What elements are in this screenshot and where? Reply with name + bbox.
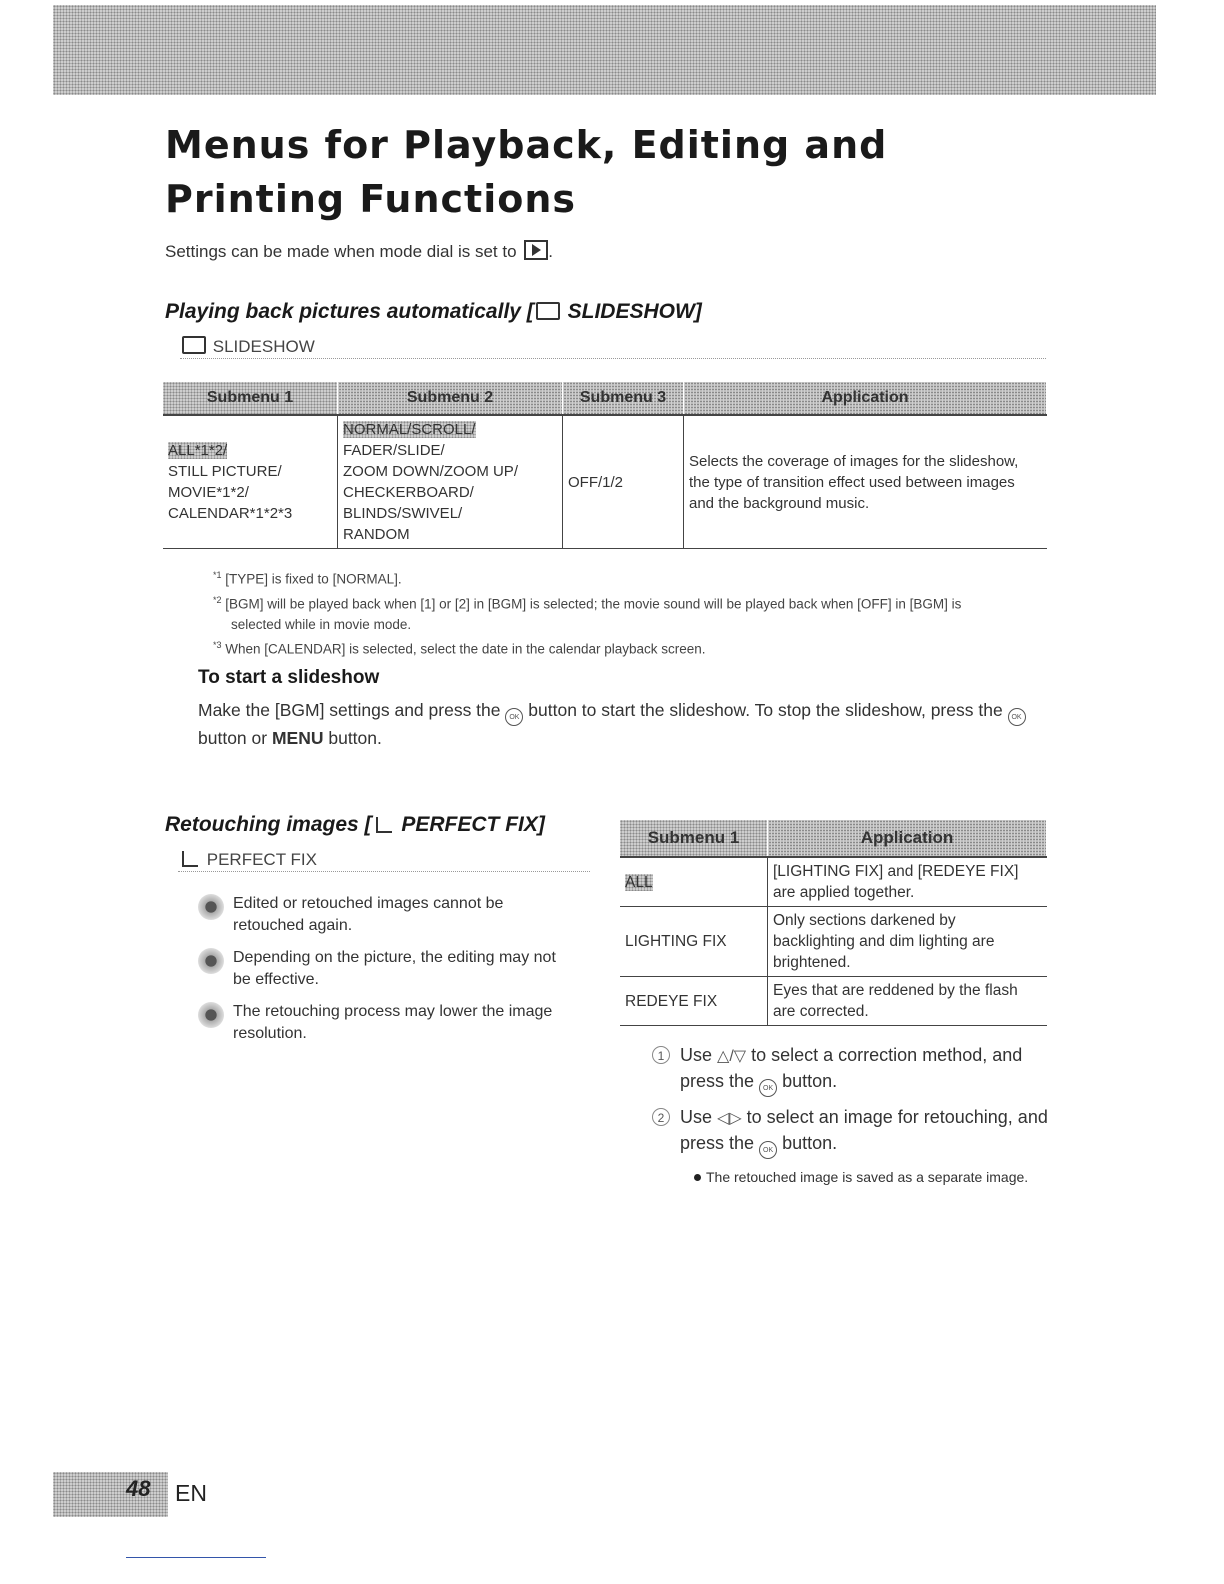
slideshow-submenu-2-cell [338, 415, 563, 549]
ok-button-icon [759, 1141, 777, 1159]
step-text: button. [782, 1133, 838, 1153]
page-title-line-1: Menus for Playback, Editing and [165, 123, 888, 167]
caution-note-text: Edited or retouched images cannot be retouched again. [233, 895, 504, 934]
slideshow-submenu-1-cell [163, 415, 338, 549]
step-text: to select an image for retouching, and press the [680, 1107, 1048, 1153]
submenu-1-option: CALENDAR*1*2*3 [168, 505, 293, 522]
start-text-part: button. [328, 728, 382, 748]
step-text: Use [680, 1045, 713, 1065]
submenu-2-option: FADER/SLIDE/ [343, 442, 445, 459]
slideshow-header-submenu-3: Submenu 3 [563, 382, 684, 415]
footnote-text: [BGM] will be played back when [1] or [2] in [BGM] is selected; the movie sound will be played back when [OFF] in [BGM] is selected while in movie mode. [225, 596, 962, 632]
submenu-1-option: ALL*1*2/ [168, 442, 228, 459]
table-row [620, 977, 1047, 1026]
footnote-mark: *1 [213, 570, 222, 580]
table-row [620, 857, 1047, 907]
perfect-fix-table [620, 820, 1047, 1026]
slideshow-icon [536, 302, 560, 320]
caution-note [198, 1001, 578, 1045]
slideshow-application-cell: Selects the coverage of images for the slideshow, the type of transition effect used between images and the background music. [684, 415, 1047, 549]
submenu-2-option: BLINDS/SWIVEL/ [343, 505, 463, 522]
table-row [620, 907, 1047, 977]
caution-icon [198, 894, 224, 920]
perfect-fix-submenu-cell [620, 857, 768, 907]
caution-note [198, 947, 578, 991]
slideshow-heading-post: SLIDESHOW] [561, 300, 702, 323]
footnote [213, 635, 1013, 660]
ok-icon-label: OK [509, 714, 520, 721]
ok-button-icon [759, 1079, 777, 1097]
footnote-mark: *3 [213, 640, 222, 650]
slideshow-menu-path-label: SLIDESHOW [212, 337, 315, 356]
slideshow-header-submenu-1: Submenu 1 [163, 382, 338, 415]
start-slideshow-heading: To start a slideshow [198, 667, 380, 688]
ok-icon-label: OK [1011, 714, 1022, 721]
caution-icon [198, 948, 224, 974]
perfect-fix-menu-path [178, 850, 590, 872]
page-title-line-2: Printing Functions [165, 177, 577, 221]
step-text: to select a correction method, and press the [680, 1045, 1023, 1091]
start-text-part: button or [198, 728, 268, 748]
footnote-mark: *2 [213, 594, 222, 605]
perfect-fix-header-application: Application [768, 820, 1047, 857]
page-number: 48 [126, 1476, 151, 1501]
start-text-part: Make the [BGM] settings and press the [198, 700, 501, 720]
slideshow-table [163, 382, 1047, 549]
submenu-1-option: STILL PICTURE/ [168, 463, 282, 480]
slideshow-path-icon [182, 336, 206, 354]
slideshow-header-submenu-2: Submenu 2 [338, 382, 563, 415]
submenu-2-option: CHECKERBOARD/ [343, 484, 474, 501]
bullet-note: The retouched image is saved as a separate image. [652, 1167, 1046, 1188]
footnote [213, 590, 1013, 636]
submenu-2-option: NORMAL/SCROLL/ [343, 421, 476, 438]
start-text-part: button to start the slideshow. To stop the slideshow, press the [528, 700, 1003, 720]
footnote-text: [TYPE] is fixed to [NORMAL]. [225, 571, 402, 587]
menu-button-label: MENU [271, 728, 324, 748]
bottom-rule [126, 1557, 266, 1558]
perfect-fix-notes [198, 893, 578, 1055]
slideshow-heading [165, 300, 702, 324]
ok-button-icon [1008, 708, 1026, 726]
intro-sentence: Settings can be made when mode dial is set to [165, 242, 517, 261]
submenu-2-option: ZOOM DOWN/ZOOM UP/ [343, 463, 518, 480]
ok-icon-label: OK [763, 1085, 774, 1092]
perfect-fix-submenu-cell: LIGHTING FIX [620, 907, 768, 977]
caution-icon [198, 1002, 224, 1028]
perfect-fix-heading [165, 813, 545, 837]
perfect-fix-menu-path-label: PERFECT FIX [206, 850, 317, 869]
step-item [652, 1043, 1052, 1097]
footnote-text: When [CALENDAR] is selected, select the date in the calendar playback screen. [225, 641, 706, 657]
perfect-fix-heading-pre: Retouching images [ [165, 813, 372, 836]
arrow-buttons-icon: △/▽ [717, 1048, 747, 1065]
submenu-2-option: RANDOM [343, 526, 410, 543]
submenu-1-option: MOVIE*1*2/ [168, 484, 249, 501]
perfect-fix-path-icon [182, 851, 198, 867]
step-item [652, 1105, 1052, 1159]
ok-button-icon [505, 708, 523, 726]
perfect-fix-submenu-label: ALL [625, 873, 653, 891]
perfect-fix-application-cell: [LIGHTING FIX] and [REDEYE FIX] are applied together. [768, 857, 1047, 907]
footnote [213, 565, 1013, 590]
arrow-buttons-icon: ◁▷ [717, 1110, 742, 1127]
step-text: button. [782, 1071, 838, 1091]
slideshow-menu-path [180, 336, 1046, 359]
start-slideshow-text [198, 698, 1038, 750]
intro-period: . [548, 242, 554, 261]
page-language: EN [175, 1480, 207, 1506]
perfect-fix-application-cell: Only sections darkened by backlighting and dim lighting are brightened. [768, 907, 1047, 977]
ok-icon-label: OK [763, 1147, 774, 1154]
caution-note [198, 893, 578, 937]
header-band [53, 5, 1156, 95]
caution-note-text: The retouching process may lower the image resolution. [233, 1003, 553, 1042]
slideshow-heading-pre: Playing back pictures automatically [ [165, 300, 534, 323]
perfect-fix-icon [376, 817, 392, 833]
slideshow-submenu-3-cell: OFF/1/2 [563, 415, 684, 549]
step-number-icon: 2 [652, 1108, 670, 1126]
perfect-fix-heading-post: PERFECT FIX] [395, 813, 545, 836]
perfect-fix-submenu-cell: REDEYE FIX [620, 977, 768, 1026]
slideshow-footnotes [213, 565, 1013, 660]
perfect-fix-header-submenu-1: Submenu 1 [620, 820, 768, 857]
intro-text [165, 240, 553, 262]
page-number-band [53, 1472, 168, 1517]
perfect-fix-application-cell: Eyes that are reddened by the flash are corrected. [768, 977, 1047, 1026]
page-title [165, 118, 1065, 226]
playback-mode-icon [524, 240, 548, 260]
step-number-icon: 1 [652, 1046, 670, 1064]
slideshow-header-application: Application [684, 382, 1047, 415]
perfect-fix-steps [652, 1043, 1052, 1188]
step-text: Use [680, 1107, 713, 1127]
caution-note-text: Depending on the picture, the editing may not be effective. [233, 949, 556, 988]
